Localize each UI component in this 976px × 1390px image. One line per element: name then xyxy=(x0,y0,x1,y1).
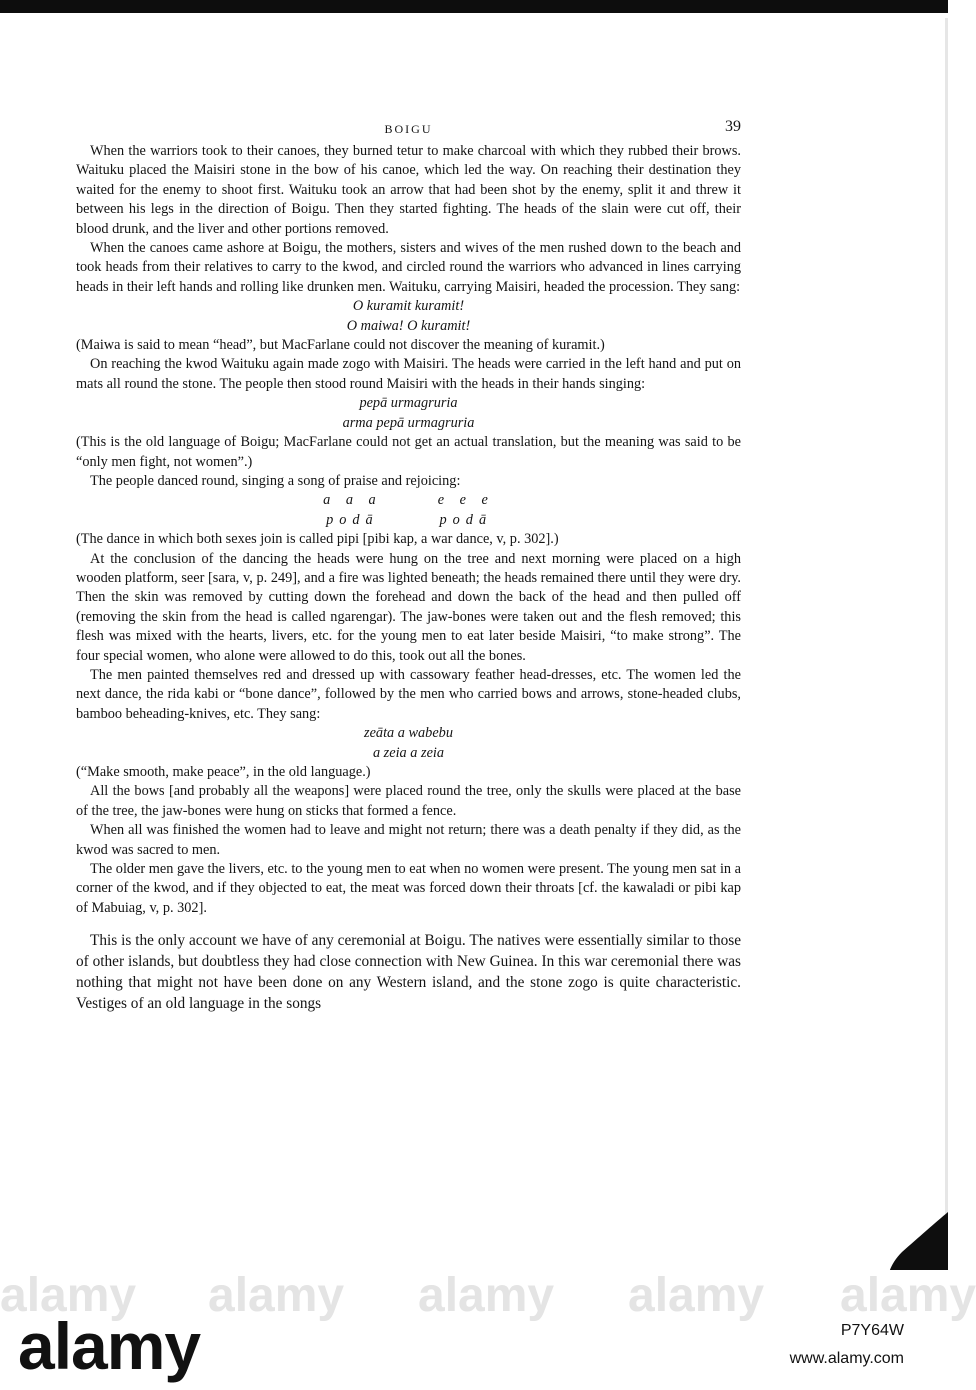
song-4-line-1: zeāta a wabebu xyxy=(364,725,453,742)
paragraph-9: The men painted themselves red and dressed up with cassowary feather head-dresses, etc. The women led the next dance, the rida kabi or “bone dance”, followed by the men who carried bows and arrows, stone-headed clubs, bamboo beheading-knives, etc. They sang: xyxy=(76,666,741,722)
song-verse-3 xyxy=(76,491,741,530)
song-3-col-2-top: e e e xyxy=(437,492,494,509)
page-number: 39 xyxy=(725,118,741,135)
song-3-column-1 xyxy=(323,491,382,530)
running-head xyxy=(76,116,741,142)
paragraph-3: (Maiwa is said to mean “head”, but MacFarlane could not discover the meaning of kuramit.) xyxy=(76,337,605,354)
song-4-line-2: a zeia a zeia xyxy=(372,744,445,761)
song-verse-4 xyxy=(76,724,741,763)
watermark-text: alamy xyxy=(418,1269,555,1322)
paragraph-4: On reaching the kwod Waituku again made zogo with Maisiri. The heads were carried in the left hand and put on mats all round the stone. The people then stood round Maisiri with the heads in their hands singing: xyxy=(76,356,741,392)
running-head-title: BOIGU xyxy=(384,122,433,136)
paragraph-8: At the conclusion of the dancing the heads were hung on the tree and next morning were placed on a high wooden platform, seer [sara, v, p. 249], and a fire was lighted beneath; the heads remained there until they were dry. Then the skin was removed by cutting down the forehead and down the back of the head and then pulled off (removing the skin from the head is called ngarengar). The jaw-bones were taken out and the flesh removed; this flesh was mixed with the hearts, livers, etc. for the young men to eat later beside Maisiri, “to make strong”. The four special women, who alone were allowed to do this, took out all the bones. xyxy=(76,550,741,664)
song-3-col-2-bottom: podā xyxy=(439,511,493,528)
song-verse-1 xyxy=(76,297,741,336)
watermark-text: alamy xyxy=(840,1269,976,1322)
paragraph-5: (This is the old language of Boigu; MacFarlane could not get an actual translation, but the meaning was said to be “only men fight, not women”.) xyxy=(76,434,741,470)
song-3-column-2 xyxy=(438,491,494,530)
watermark-text: alamy xyxy=(0,1269,137,1322)
paragraph-12: When all was finished the women had to leave and might not return; there was a death penalty if they did, as the kwod was sacred to men. xyxy=(76,822,741,858)
paragraph-2: When the canoes came ashore at Boigu, the mothers, sisters and wives of the men rushed down to the beach and took heads from their relatives to carry to the kwod, and circled round the warriors who advanced in lines carrying heads in their left hands and rolling like drunken men. Waituku, carrying Maisiri, headed the procession. They sang: xyxy=(76,240,741,295)
scan-right-edge xyxy=(945,18,948,1218)
site-url: www.alamy.com xyxy=(789,1350,904,1367)
paragraph-1: When the warriors took to their canoes, they burned tetur to make charcoal with which they rubbed their brows. Waituku placed the Maisiri stone in the bow of his canoe, which led the way. On reaching their destination they waited for the enemy to shoot first. Waituku took an arrow that had been shot by the enemy, split it and threw it between his legs in the direction of Boigu. Then they started fighting. The heads of the slain were cut off, their blood drunk, and the liver and other portions removed. xyxy=(76,143,741,237)
paragraph-14: This is the only account we have of any ceremonial at Boigu. The natives were essentially similar to those of other islands, but doubtless they had close connection with New Guinea. In this war ceremonial there was nothing that might not have been done on any Western island, and the stone zogo is quite characteristic. Vestiges of an old language in the songs xyxy=(76,932,741,1013)
watermark-text: alamy xyxy=(208,1269,345,1322)
paragraph-11: All the bows [and probably all the weapons] were placed round the tree, only the skulls were placed at the base of the tree, the jaw-bones were hung on sticks that formed a fence. xyxy=(76,783,741,819)
song-1-line-1: O kuramit kuramit! xyxy=(352,298,465,315)
page-corner-shadow xyxy=(888,1212,948,1276)
paragraph-6: The people danced round, singing a song of praise and rejoicing: xyxy=(90,472,461,489)
image-id: P7Y64W xyxy=(840,1322,904,1339)
song-verse-2 xyxy=(76,394,741,433)
song-2-line-2: arma pepā urmagruria xyxy=(342,414,475,431)
watermark-text: alamy xyxy=(628,1269,765,1322)
song-3-col-1-bottom: podā xyxy=(326,511,379,528)
song-2-line-1: pepā urmagruria xyxy=(359,395,458,412)
paragraph-10: (“Make smooth, make peace”, in the old language.) xyxy=(76,764,371,780)
paragraph-7: (The dance in which both sexes join is called pipi [pibi kap, a war dance, v, p. 302].) xyxy=(76,531,559,548)
song-1-line-2: O maiwa! O kuramit! xyxy=(346,317,471,334)
scan-top-border xyxy=(0,0,948,13)
book-page xyxy=(76,116,741,1030)
song-3-col-1-top: a a a xyxy=(323,492,382,509)
alamy-logo: alamy xyxy=(18,1309,201,1383)
paragraph-13: The older men gave the livers, etc. to the young men to eat when no women were present. The young men sat in a corner of the kwod, and if they objected to eat, the meat was forced down their throats [cf. the kawaladi or pibi kap of Mabuiag, v, p. 302]. xyxy=(76,861,741,916)
